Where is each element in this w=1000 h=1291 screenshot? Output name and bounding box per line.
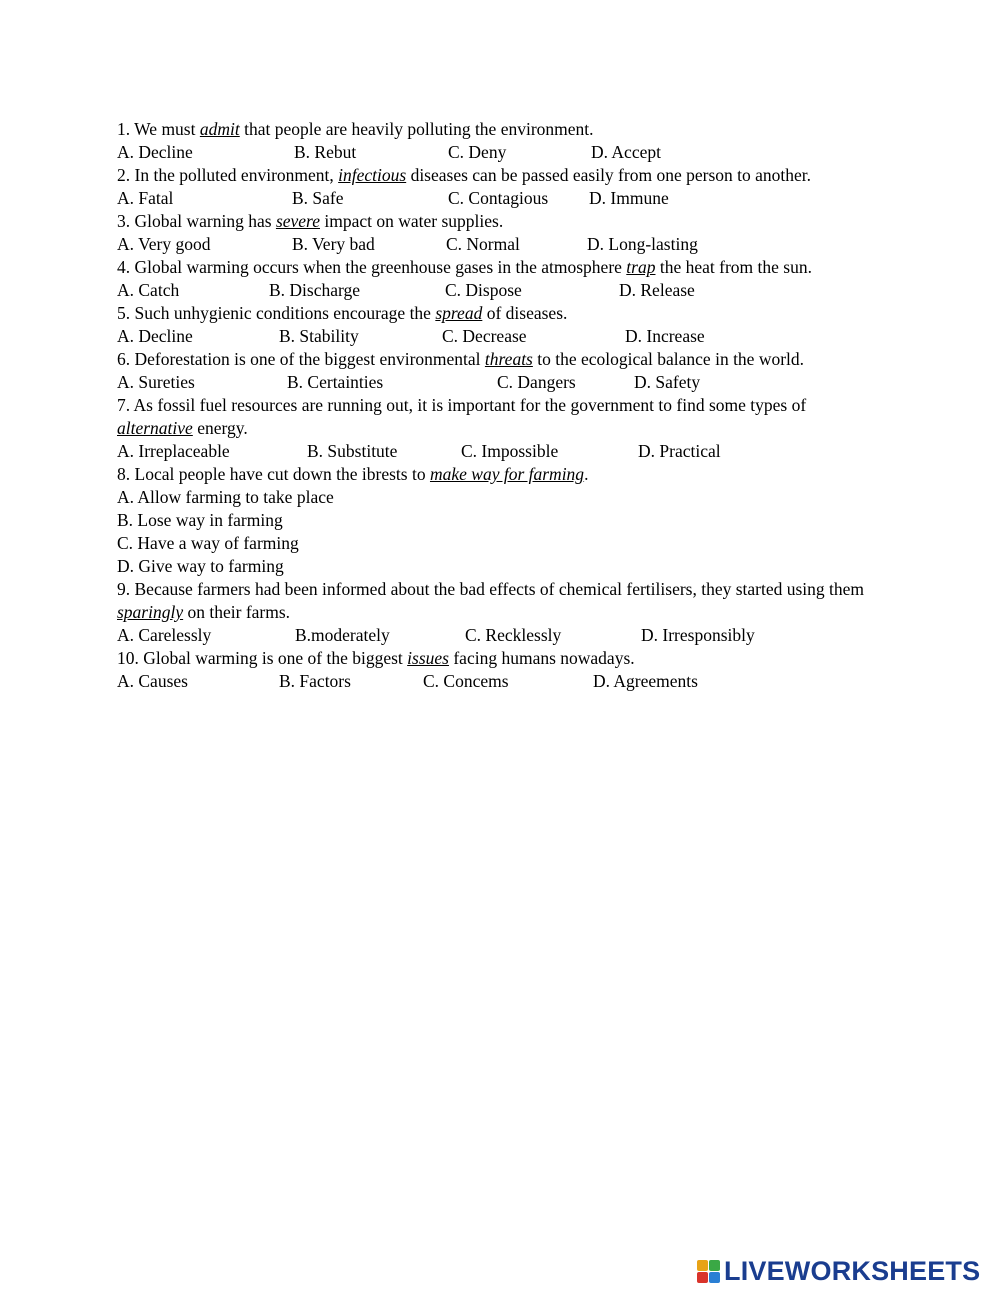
option-c[interactable]: C. Dangers <box>497 372 576 392</box>
option-a[interactable]: A. Allow farming to take place <box>117 487 334 507</box>
logo-block <box>709 1272 720 1283</box>
option-a[interactable]: A. Irreplaceable <box>117 441 230 461</box>
option-b[interactable]: B. Substitute <box>307 441 398 461</box>
key-word: trap <box>626 257 656 277</box>
logo-block <box>697 1272 708 1283</box>
option-b[interactable]: B. Stability <box>279 326 359 346</box>
option-a[interactable]: A. Decline <box>117 326 193 346</box>
option-d[interactable]: D. Give way to farming <box>117 556 284 576</box>
question-5: 5. Such unhygienic conditions encourage the spread of diseases. <box>117 303 568 323</box>
option-b[interactable]: B.moderately <box>295 625 390 645</box>
key-phrase: make way for farming <box>429 464 585 484</box>
option-a[interactable]: A. Decline <box>117 142 193 162</box>
options-5 <box>117 325 877 348</box>
question-9: 9. Because farmers had been informed about the bad effects of chemical fertilisers, they started using them sparingly on their farms. <box>117 579 865 622</box>
logo-block <box>709 1260 720 1271</box>
option-a[interactable]: A. Very good <box>117 234 211 254</box>
option-c[interactable]: C. Deny <box>448 142 507 162</box>
question-7: 7. As fossil fuel resources are running out, it is important for the government to find some types of alternative energy. <box>117 395 807 438</box>
options-9 <box>117 624 877 647</box>
question-2: 2. In the polluted environment, infectious diseases can be passed easily from one person to another. <box>117 165 811 185</box>
key-word: threats <box>484 349 533 369</box>
key-word: admit <box>199 119 240 139</box>
option-b[interactable]: B. Rebut <box>294 142 357 162</box>
options-6 <box>117 371 877 394</box>
option-b[interactable]: B. Lose way in farming <box>117 510 283 530</box>
logo-blocks-icon <box>697 1260 720 1283</box>
option-d[interactable]: D. Practical <box>638 441 721 461</box>
option-c[interactable]: C. Recklessly <box>465 625 562 645</box>
option-b[interactable]: B. Safe <box>292 188 344 208</box>
option-d[interactable]: D. Release <box>619 280 695 300</box>
option-c[interactable]: C. Normal <box>446 234 520 254</box>
worksheet-body <box>117 118 877 693</box>
question-6: 6. Deforestation is one of the biggest environmental threats to the ecological balance in the world. <box>117 349 805 369</box>
option-a[interactable]: A. Carelessly <box>117 625 212 645</box>
question-1: 1. We must admit that people are heavily polluting the environment. <box>117 119 594 139</box>
question-10: 10. Global warming is one of the biggest issues facing humans nowadays. <box>117 648 635 668</box>
options-3 <box>117 233 877 256</box>
option-a[interactable]: A. Sureties <box>117 372 195 392</box>
options-4 <box>117 279 877 302</box>
question-4: 4. Global warming occurs when the greenhouse gases in the atmosphere trap the heat from the sun. <box>117 257 812 277</box>
option-c[interactable]: C. Impossible <box>461 441 559 461</box>
option-c[interactable]: C. Concems <box>423 671 509 691</box>
liveworksheets-logo <box>697 1254 980 1288</box>
question-3: 3. Global warning has severe impact on water supplies. <box>117 211 504 231</box>
option-c[interactable]: C. Dispose <box>445 280 522 300</box>
option-d[interactable]: D. Irresponsibly <box>641 625 755 645</box>
option-d[interactable]: D. Immune <box>589 188 669 208</box>
option-d[interactable]: D. Agreements <box>593 671 698 691</box>
option-d[interactable]: D. Accept <box>591 142 661 162</box>
key-word: infectious <box>338 165 407 185</box>
option-b[interactable]: B. Certainties <box>287 372 384 392</box>
option-b[interactable]: B. Very bad <box>292 234 375 254</box>
option-d[interactable]: D. Long-lasting <box>587 234 698 254</box>
logo-block <box>697 1260 708 1271</box>
option-b[interactable]: B. Factors <box>279 671 351 691</box>
options-10 <box>117 670 877 693</box>
key-word: severe <box>275 211 320 231</box>
option-d[interactable]: D. Increase <box>625 326 705 346</box>
option-c[interactable]: C. Decrease <box>442 326 527 346</box>
logo-text: LIVEWORKSHEETS <box>724 1255 981 1286</box>
option-a[interactable]: A. Fatal <box>117 188 174 208</box>
option-b[interactable]: B. Discharge <box>269 280 361 300</box>
key-word: sparingly <box>117 602 184 622</box>
key-word: spread <box>435 303 483 323</box>
question-8: 8. Local people have cut down the ibrests to make way for farming. <box>117 464 589 484</box>
key-word: alternative <box>117 418 193 438</box>
option-c[interactable]: C. Contagious <box>448 188 549 208</box>
option-d[interactable]: D. Safety <box>634 372 701 392</box>
options-2 <box>117 187 877 210</box>
options-7 <box>117 440 877 463</box>
option-c[interactable]: C. Have a way of farming <box>117 533 299 553</box>
options-1 <box>117 141 877 164</box>
option-a[interactable]: A. Causes <box>117 671 188 691</box>
option-a[interactable]: A. Catch <box>117 280 180 300</box>
key-word: issues <box>407 648 449 668</box>
